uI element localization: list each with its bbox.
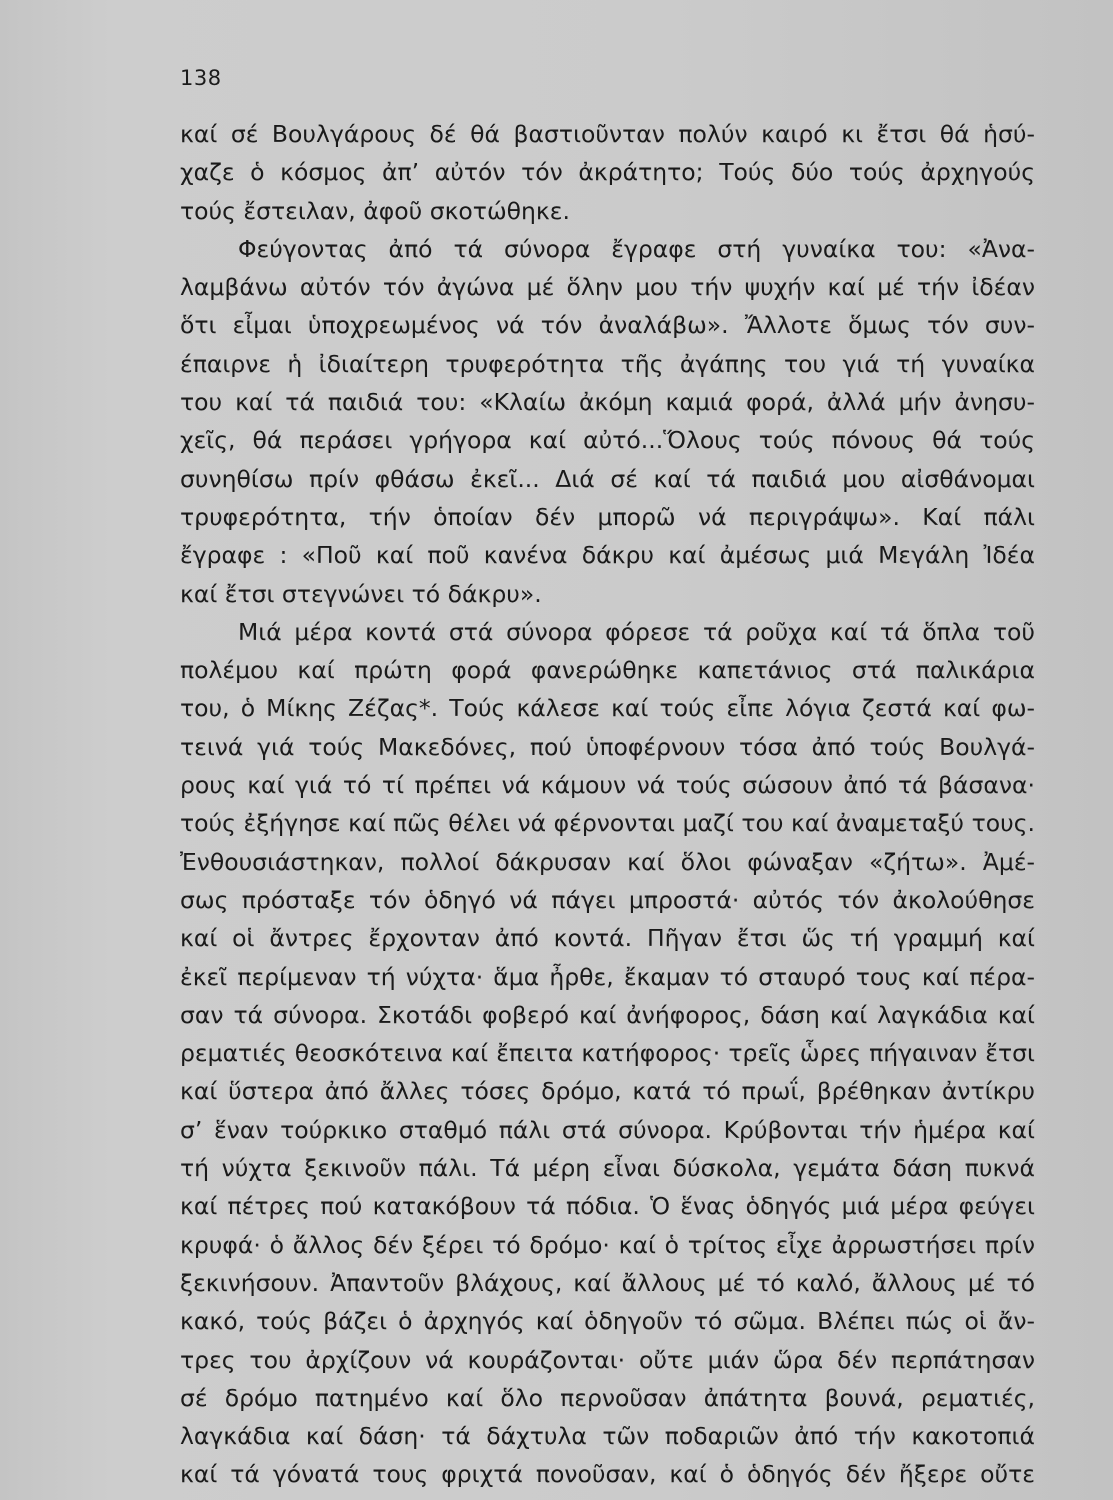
text-line: σέ δρόμο πατημένο καί ὅλο περνοῦσαν ἀπάτητα βουνά, ρεματιές, — [180, 1383, 1035, 1412]
text-line: κρυφά· ὁ ἄλλος δέν ξέρει τό δρόμο· καί ὁ τρίτος εἶχε ἀρρωστήσει πρίν — [180, 1230, 1035, 1259]
text-line: καί πέτρες πού κατακόβουν τά πόδια. Ὁ ἕνας ὁδηγός μιά μέρα φεύγει — [180, 1192, 1035, 1221]
text-line: ρους καί γιά τό τί πρέπει νά κάμουν νά τούς σώσουν ἀπό τά βάσανα· — [180, 771, 1035, 800]
text-line: λαμβάνω αὐτόν τόν ἀγώνα μέ ὅλην μου τήν ψυχήν καί μέ τήν ἰδέαν — [180, 273, 1035, 302]
text-line: τούς ἔστειλαν, ἀφοῦ σκοτώθηκε. — [180, 196, 570, 225]
text-line: συνηθίσω πρίν φθάσω ἐκεῖ... Διά σέ καί τά παιδιά μου αἰσθάνομαι — [180, 464, 1035, 493]
text-line: έπαιρνε ἡ ἰδιαίτερη τρυφερότητα τῆς ἀγάπης του γιά τή γυναίκα — [180, 349, 1035, 378]
text-line: του, ὁ Μίκης Ζέζας*. Τούς κάλεσε καί τούς εἶπε λόγια ζεστά καί φω- — [180, 694, 1035, 723]
body-text — [180, 115, 1035, 1494]
text-line: χεῖς, θά περάσει γρήγορα καί αὐτό...Ὅλους τούς πόνους θά τούς — [180, 426, 1035, 455]
text-line: σαν τά σύνορα. Σκοτάδι φοβερό καί ἀνήφορος, δάση καί λαγκάδια καί — [180, 1000, 1035, 1029]
text-line: χαζε ὁ κόσμος ἀπ’ αὐτόν τόν ἀκράτητο; Τούς δύο τούς ἀρχηγούς — [180, 158, 1035, 187]
text-line: πολέμου καί πρώτη φορά φανερώθηκε καπετάνιος στά παλικάρια — [180, 656, 1035, 685]
text-line: ρεματιές θεοσκότεινα καί ἔπειτα κατήφορος· τρεῖς ὧρες πήγαιναν ἔτσι — [180, 1039, 1035, 1068]
text-line: καί ὕστερα ἀπό ἄλλες τόσες δρόμο, κατά τό πρωΐ, βρέθηκαν ἀντίκρυ — [180, 1077, 1035, 1106]
text-line: τή νύχτα ξεκινοῦν πάλι. Τά μέρη εἶναι δύσκολα, γεμάτα δάση πυκνά — [180, 1154, 1035, 1183]
text-line: καί σέ Βουλγάρους δέ θά βαστιοῦνταν πολύν καιρό κι ἔτσι θά ἡσύ- — [180, 120, 1035, 148]
text-line: καί ἔτσι στεγνώνει τό δάκρυ». — [180, 579, 542, 608]
text-line: Ἐνθουσιάστηκαν, πολλοί δάκρυσαν καί ὅλοι φώναξαν «ζήτω». Ἀμέ- — [180, 847, 1035, 876]
text-line: ἔγραφε : «Ποῦ καί ποῦ κανένα δάκρυ καί ἀμέσως μιά Μεγάλη Ἰδέα — [180, 541, 1035, 570]
text-line: τρες του ἀρχίζουν νά κουράζονται· οὔτε μιάν ὥρα δέν περπάτησαν — [180, 1345, 1035, 1374]
page-number: 138 — [180, 66, 222, 90]
text-line: τρυφερότητα, τήν ὁποίαν δέν μπορῶ νά περιγράψω». Καί πάλι — [180, 502, 1035, 531]
text-line: σ’ ἕναν τούρκικο σταθμό πάλι στά σύνορα. Κρύβονται τήν ἡμέρα καί — [180, 1115, 1035, 1144]
text-line: καί οἱ ἄντρες ἔρχονταν ἀπό κοντά. Πῆγαν ἔτσι ὥς τή γραμμή καί — [180, 924, 1035, 953]
text-line: κακό, τούς βάζει ὁ ἀρχηγός καί ὁδηγοῦν τό σῶμα. Βλέπει πώς οἱ ἄν- — [180, 1307, 1035, 1336]
text-line: Μιά μέρα κοντά στά σύνορα φόρεσε τά ροῦχα καί τά ὅπλα τοῦ — [238, 617, 1035, 646]
text-line: του καί τά παιδιά του: «Κλαίω ἀκόμη καμιά φορά, ἀλλά μήν ἀνησυ- — [180, 388, 1035, 417]
text-line: τεινά γιά τούς Μακεδόνες, πού ὑποφέρνουν τόσα ἀπό τούς Βουλγά- — [180, 732, 1035, 761]
text-line: τούς ἐξήγησε καί πῶς θέλει νά φέρνονται μαζί του καί ἀναμεταξύ τους. — [180, 809, 1035, 838]
text-line: ὅτι εἶμαι ὑποχρεωμένος νά τόν ἀναλάβω». Ἄλλοτε ὅμως τόν συν- — [180, 311, 1035, 340]
text-line: σως πρόσταξε τόν ὁδηγό νά πάγει μπροστά· αὐτός τόν ἀκολούθησε — [180, 885, 1035, 914]
text-line: Φεύγοντας ἀπό τά σύνορα ἔγραφε στή γυναίκα του: «Ἀνα- — [238, 234, 1035, 263]
text-line: λαγκάδια καί δάση· τά δάχτυλα τῶν ποδαριῶν ἀπό τήν κακοτοπιά — [180, 1422, 1035, 1451]
text-line: ξεκινήσουν. Ἀπαντοῦν βλάχους, καί ἄλλους μέ τό καλό, ἄλλους μέ τό — [180, 1268, 1035, 1297]
text-line: καί τά γόνατά τους φριχτά πονοῦσαν, καί ὁ ὁδηγός δέν ἤξερε οὔτε — [180, 1460, 1035, 1489]
text-line: ἐκεῖ περίμεναν τή νύχτα· ἅμα ἦρθε, ἔκαμαν τό σταυρό τους καί πέρα- — [180, 962, 1035, 991]
